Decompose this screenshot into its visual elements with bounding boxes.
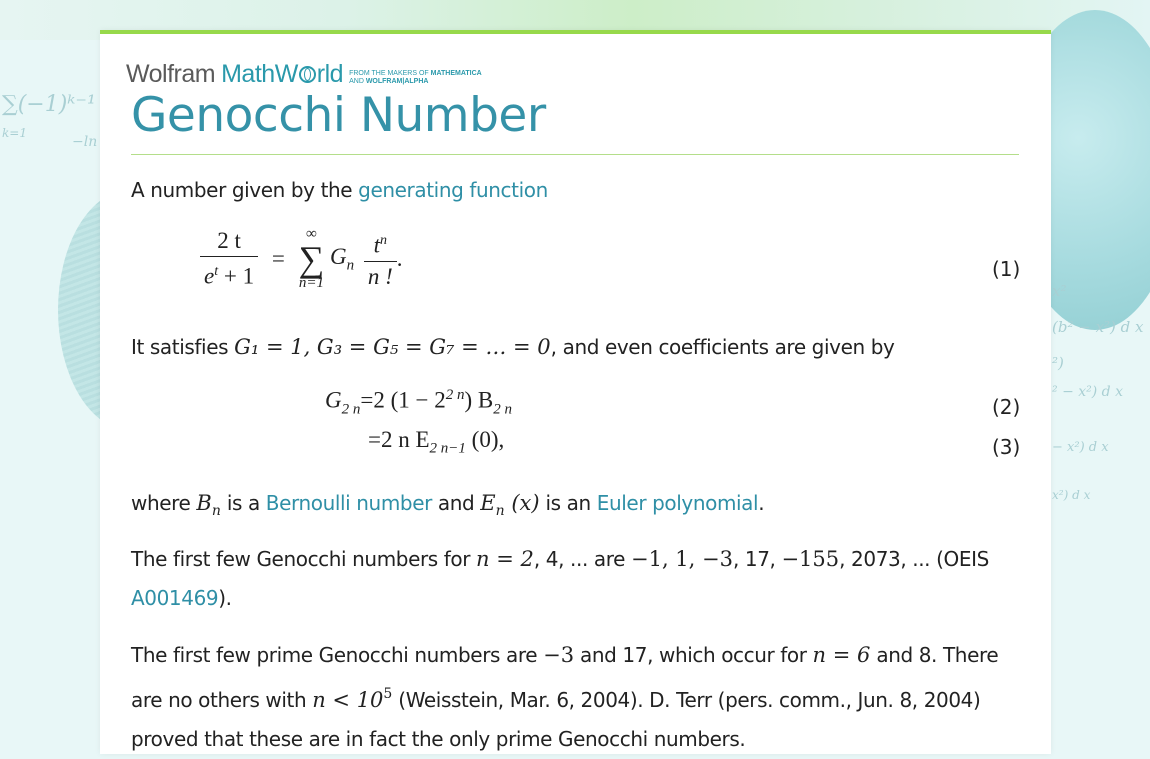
background-formula-index: k=1 [2,126,27,140]
intro-paragraph [131,171,1021,210]
satisfies-pre: It satisfies [131,335,235,359]
eq2-rhs-sup: 2 n [445,387,465,403]
primes-m2: n = 6 [812,643,871,667]
primes-t5-cut: proved that these are in fact the only prime Genocchi numbers. [131,727,746,751]
background-formula-r4: − x²) d x [1052,440,1109,455]
first-few-t3: , 17, [732,547,782,571]
eq1-term-g: G [330,243,347,269]
first-few-m3: −155 [781,547,840,571]
eq1-rhs-denominator: n ! [367,263,393,289]
equation-2 [325,387,512,418]
where-t1: where [131,491,197,515]
eq1-den-t: t [214,264,219,279]
where-e-arg: (x) [504,491,540,515]
first-few-m2: −1, 1, −3 [630,547,733,571]
logo-rld-part: rld [316,60,344,88]
first-few-m1: n = 2 [476,547,534,571]
eq1-den-rest: + 1 [218,263,255,289]
intro-text: A number given by the [131,178,359,202]
first-few-t1: The first few Genocchi numbers for [131,547,477,571]
eq1-den-e: e [204,263,215,289]
eq1-num-text: 2 t [217,228,241,253]
background-formula-r1: (b² − x²) d x [1052,318,1144,336]
where-b-sub: n [211,503,221,519]
logo-mathworld-text [221,60,343,89]
eq2-rhs-pre: =2 (1 − 2 [360,387,446,413]
article-card [100,30,1051,754]
link-bernoulli-number[interactable]: Bernoulli number [265,491,432,515]
background-formula-r3: ² − x²) d x [1052,384,1123,400]
primes-m1: −3 [543,643,575,667]
eq1-equals: = [271,245,285,271]
first-few-paragraph [131,540,1021,618]
primes-m3-sup: 5 [383,686,393,702]
page-title: Genocchi Number [131,88,546,143]
eq1-rhs-numerator [364,226,397,262]
where-t5: . [758,491,765,515]
primes-t4: (Weisstein, Mar. 6, 2004). D. Terr (pers. comm., Jun. 8, 2004) [392,688,981,712]
eq2-lhs: G [325,387,342,413]
primes-m3-base: n < 10 [312,688,384,712]
mathworld-logo[interactable] [126,60,482,89]
link-euler-polynomial[interactable]: Euler polynomial [596,491,759,515]
where-bn [196,491,221,519]
eq1-sum [299,227,325,291]
first-few-t5: ). [218,586,232,610]
first-few-t2: , 4, ... are [533,547,631,571]
eq2-rhs-sub: 2 n [493,401,512,418]
background-formula-r5: x²) d x [1052,488,1091,502]
title-divider [131,154,1019,155]
tagline-mathematica: MATHEMATICA [430,70,482,77]
primes-t1: The first few prime Genocchi numbers are [131,643,544,667]
globe-icon [299,66,316,83]
background-formula-r0: x² [1052,282,1067,300]
equation-number-3: (3) [992,435,1021,459]
primes-t3: and 8. There are no others with [131,643,999,712]
eq1-numerator [200,226,258,257]
eq1-sum-bottom: n=1 [298,274,324,291]
background-formula-r2: ²) [1052,354,1064,372]
equation-number-2: (2) [992,395,1021,419]
where-t4: is an [539,491,597,515]
logo-wolfram-text: Wolfram [126,60,216,88]
eq1-denominator [200,257,258,292]
link-generating-function[interactable]: generating function [358,178,548,202]
where-paragraph [131,484,1021,531]
tagline-wolframalpha: WOLFRAM|ALPHA [365,78,429,85]
satisfies-paragraph [131,328,1021,367]
tagline-line2: AND [349,78,364,85]
satisfies-math: G₁ = 1, G₃ = G₅ = G₇ = … = 0 [234,335,551,359]
eq3-rhs-sub: 2 n−1 [429,440,466,457]
eq3-rhs-pre: =2 n E [368,427,430,452]
eq3-rhs-post: (0), [465,427,505,452]
equation-3 [368,427,504,458]
eq1-sum-top: ∞ [306,225,317,242]
first-few-t4: , 2073, ... (OEIS [839,547,989,571]
where-t3: and [431,491,481,515]
background-formula-sum: ∑(−1)ᵏ⁻¹ [2,92,96,117]
eq1-rhs-t: t [373,232,381,258]
equation-1 [200,226,403,292]
where-e-sub: n [495,503,505,519]
equation-number-1: (1) [992,257,1021,281]
eq1-sum-symbol: ∑ [298,238,325,279]
primes-m3 [312,688,392,712]
satisfies-post: , and even coefficients are given by [550,335,895,359]
logo-math-part: MathW [221,60,298,88]
eq1-period: . [396,245,403,271]
eq1-lhs-fraction [200,226,258,292]
where-b: B [196,491,212,515]
eq1-term-sub: n [346,257,355,274]
where-e: E [480,491,496,515]
tagline-line1: FROM THE MAKERS OF [349,70,429,77]
eq1-rhs-fraction [364,226,397,292]
where-t2: is a [220,491,266,515]
eq2-lhs-sub: 2 n [341,401,361,418]
background-formula-ln: −ln [72,134,98,150]
link-oeis-a001469[interactable]: A001469 [131,586,219,610]
where-en [480,491,540,519]
eq2-rhs-mid: ) B [464,387,494,413]
eq1-term [330,243,355,274]
eq1-rhs-n: n [380,233,388,248]
primes-t2: and 17, which occur for [574,643,813,667]
primes-paragraph [131,636,1021,759]
logo-tagline [349,70,482,86]
